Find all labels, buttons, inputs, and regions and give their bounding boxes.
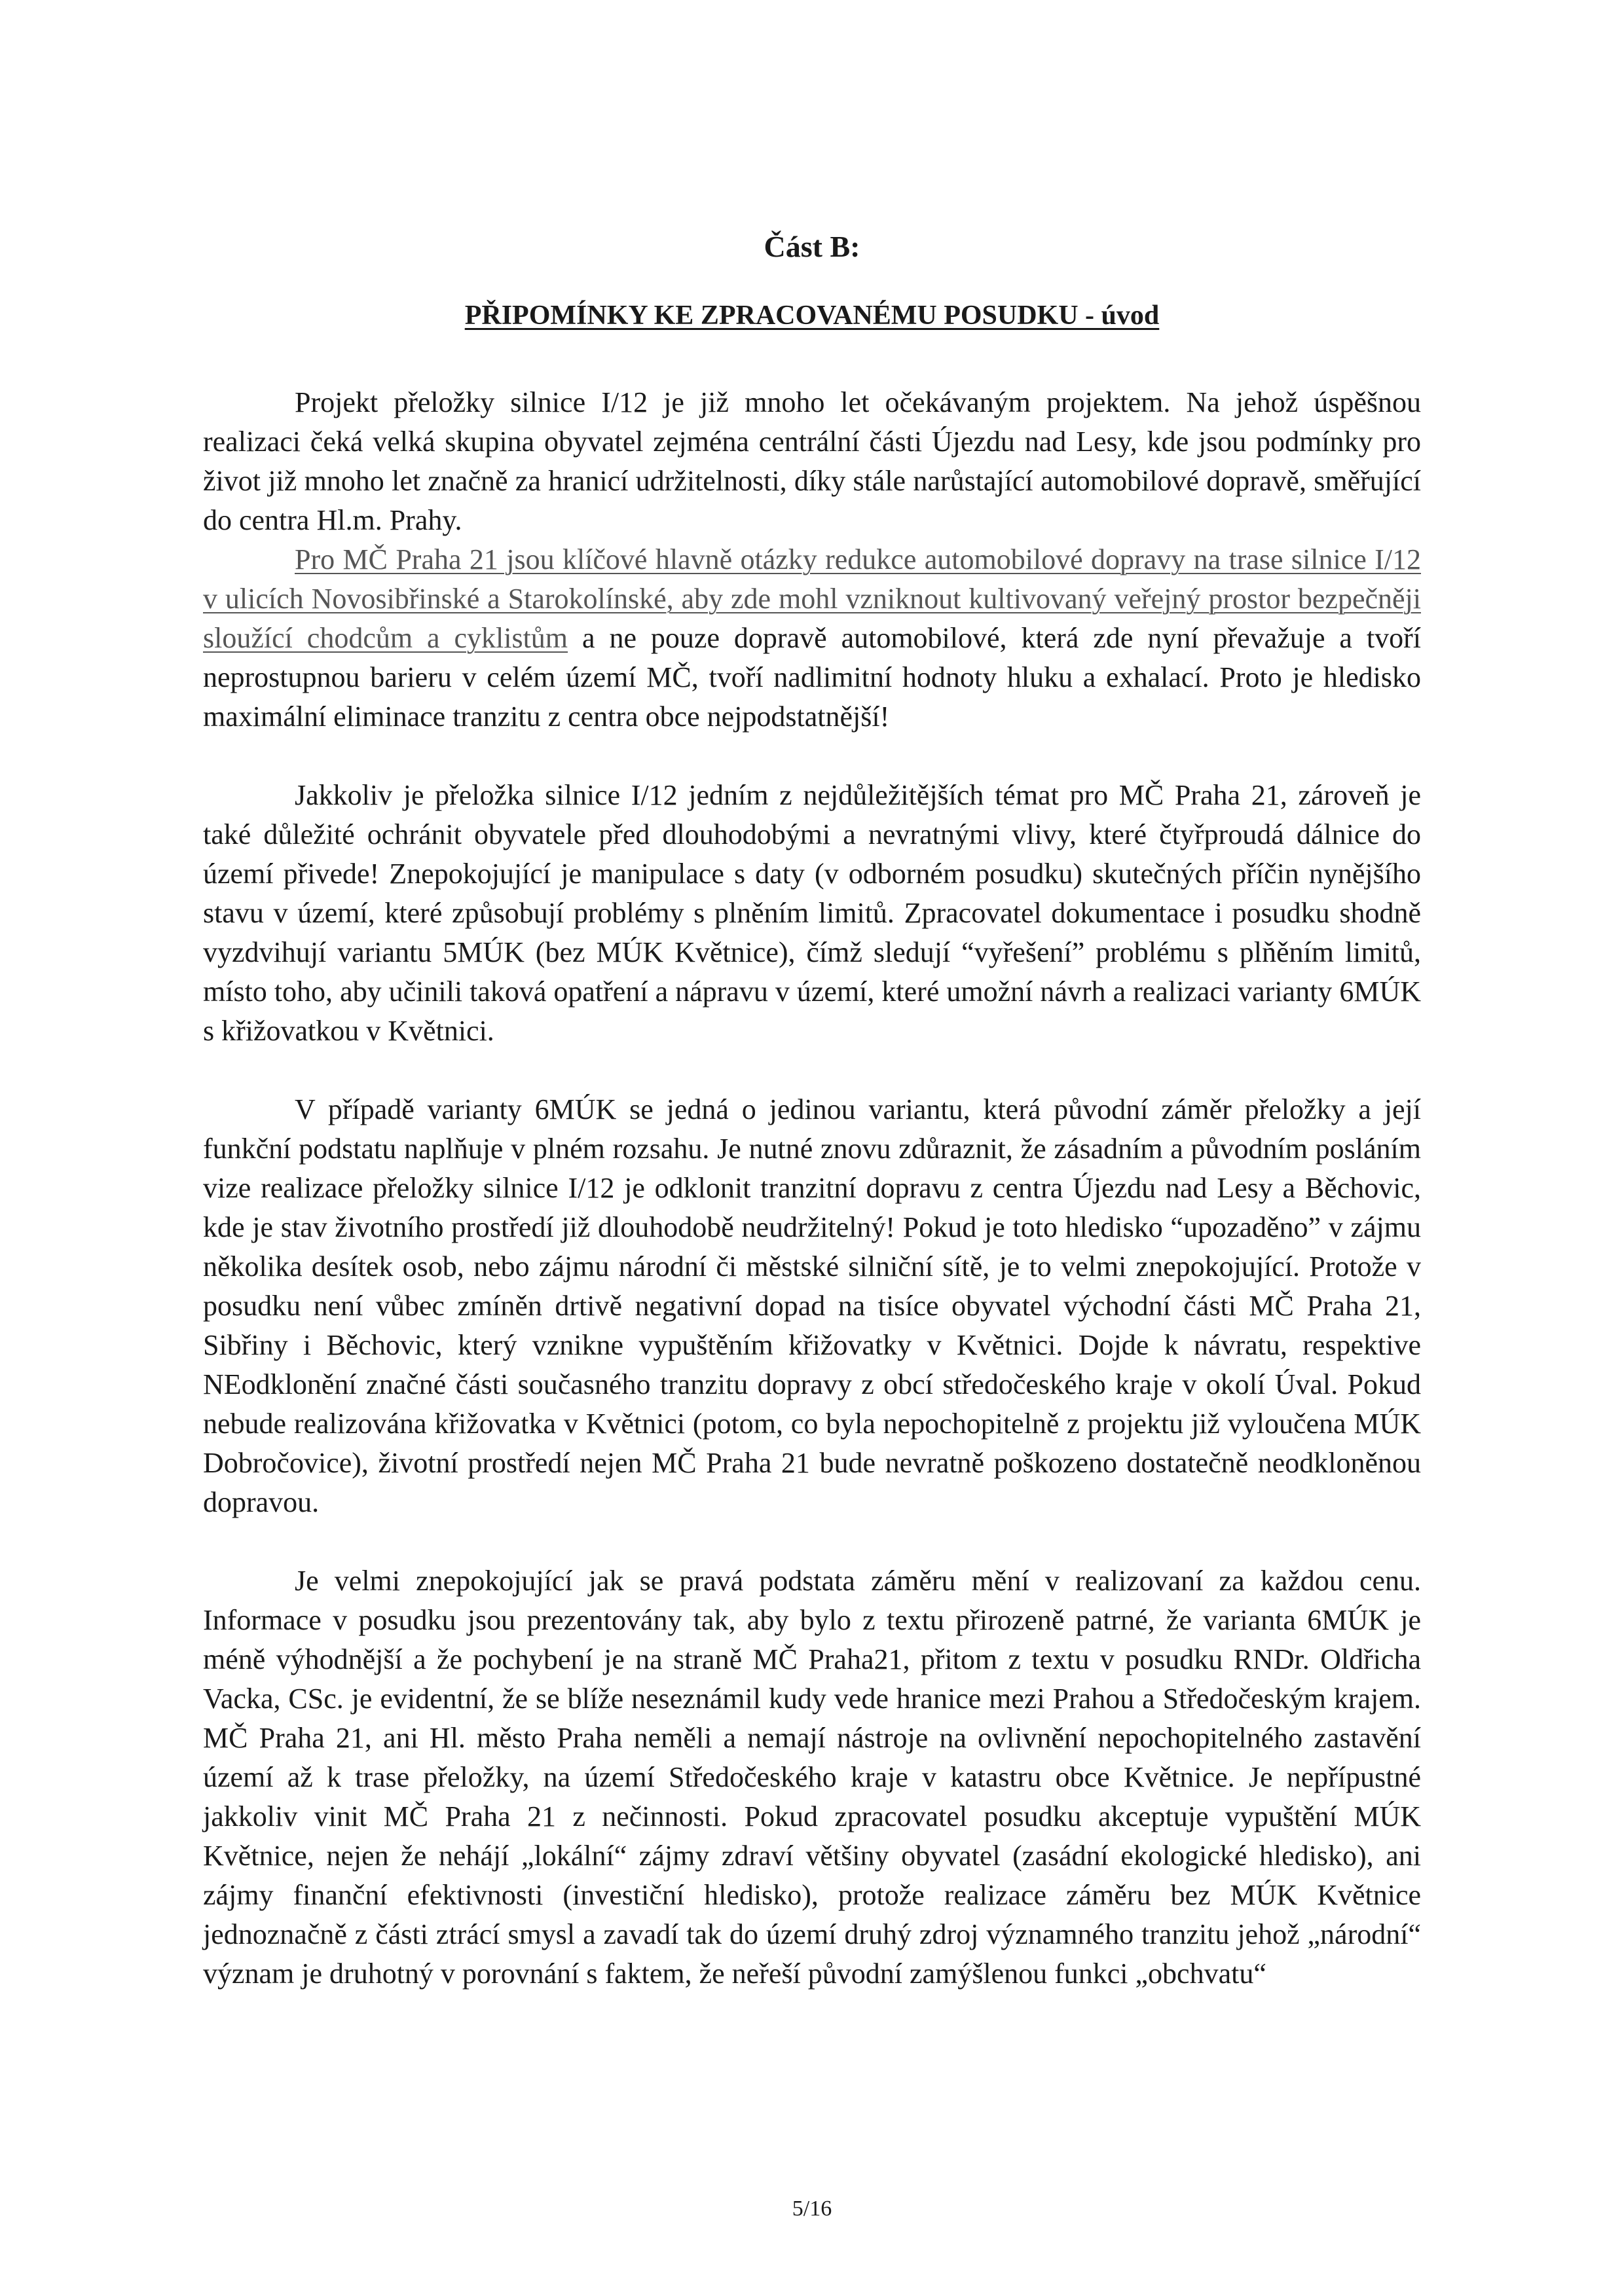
section-heading	[0, 300, 1624, 331]
paragraph-2	[203, 540, 1421, 737]
part-title: Část B:	[764, 230, 860, 263]
document-body	[203, 383, 1421, 1994]
paragraph-1: Projekt přeložky silnice I/12 je již mnoho let očekávaným projektem. Na jehož úspěšnou realizaci čeká velká skupina obyvatel zejména centrální části Újezdu nad Lesy, kde jsou podmínky pro život již mnoho let značně za hranicí udržitelnosti, díky stále narůstající automobilové dopravě, směřující do centra Hl.m. Prahy.	[203, 386, 1421, 536]
paragraph-3: Jakkoliv je přeložka silnice I/12 jedním z nejdůležitějších témat pro MČ Praha 21, zároveň je také důležité ochránit obyvatele před dlouhodobými a nevratnými vlivy, které čtyřproudá dálnice do území přivede! Znepokojující je manipulace s daty (v odborném posudku) skutečných příčin nynějšího stavu v území, které způsobují problémy s plněním limitů. Zpracovatel dokumentace i posudku shodně vyzdvihují variantu 5MÚK (bez MÚK Květnice), čímž sledují “vyřešení” problému s plňěním limitů, místo toho, aby učinili taková opatření a nápravu v území, které umožní návrh a realizaci varianty 6MÚK s křižovatkou v Květnici.	[203, 779, 1421, 1047]
section-heading-text: PŘIPOMÍNKY KE ZPRACOVANÉMU POSUDKU - úvod	[464, 301, 1160, 331]
paragraph-5: Je velmi znepokojující jak se pravá podstata záměru mění v realizovaní za každou cenu. Informace v posudku jsou prezentovány tak, aby bylo z textu přirozeně patrné, že varianta 6MÚK je méně výhodnější a že pochybení je na straně MČ Praha21, přitom z textu v posudku RNDr. Oldřicha Vacka, CSc. je evidentní, že se blíže neseznámil kudy vede hranice mezi Prahou a Středočeským krajem. MČ Praha 21, ani Hl. město Praha neměli a nemají nástroje na ovlivnění nepochopitelného zastavění území až k trase přeložky, na území Středočeského kraje v katastru obce Květnice. Je nepřípustné jakkoliv vinit MČ Praha 21 z nečinnosti. Pokud zpracovatel posudku akceptuje vypuštění MÚK Květnice, nejen že nehájí „lokální“ zájmy zdraví většiny obyvatel (zasádní ekologické hledisko), ani zájmy finanční efektivnosti (investiční hledisko), protože realizace záměru bez MÚK Květnice jednoznačně z části ztrácí smysl a zavadí tak do území druhý zdroj významného tranzitu jehož „národní“ význam je druhotný v porovnání s faktem, že neřeší původní zamýšlenou funkci „obchvatu“	[203, 1565, 1421, 1990]
paragraph-4: V případě varianty 6MÚK se jedná o jedinou variantu, která původní záměr přeložky a její funkční podstatu naplňuje v plném rozsahu. Je nutné znovu zdůraznit, že zásadním a původním posláním vize realizace přeložky silnice I/12 je odklonit tranzitní dopravu z centra Újezdu nad Lesy a Běchovic, kde je stav životního prostředí již dlouhodobě neudržitelný! Pokud je toto hledisko “upozaděno” v zájmu několika desítek osob, nebo zájmu národní či městské silniční sítě, je to velmi znepokojující. Protože v posudku není vůbec zmíněn drtivě negativní dopad na tisíce obyvatel východní části MČ Praha 21, Sibřiny i Běchovic, který vznikne vypuštěním křižovatky v Květnici. Dojde k návratu, respektive NEodklonění značné části současného tranzitu dopravy z obcí středočeského kraje v okolí Úval. Pokud nebude realizována křižovatka v Květnici (potom, co byla nepochopitelně z projektu již vyloučena MÚK Dobročovice), životní prostředí nejen MČ Praha 21 bude nevratně poškozeno dostatečně neodkloněnou dopravou.	[203, 1093, 1421, 1518]
paragraph-2-underlined-text: Pro MČ Praha 21 jsou klíčové hlavně otázky redukce automobilové dopravy na trase silnice I/12 v ulicích Novosibřinské a Starokolínské, aby zde mohl vzniknout kultivovaný veřejný prostor bezpečněji sloužící chodcům a cyklistům	[203, 543, 1421, 654]
paragraph-2-text: a ne pouze dopravě automobilové, která zde nyní převažuje a tvoří neprostupnou barieru v celém území MČ, tvoří nadlimitní hodnoty hluku a exhalací. Proto je hledisko maximální eliminace tranzitu z centra obce nejpodstatnější!	[203, 622, 1422, 733]
page-number: 5/16	[792, 2196, 832, 2221]
